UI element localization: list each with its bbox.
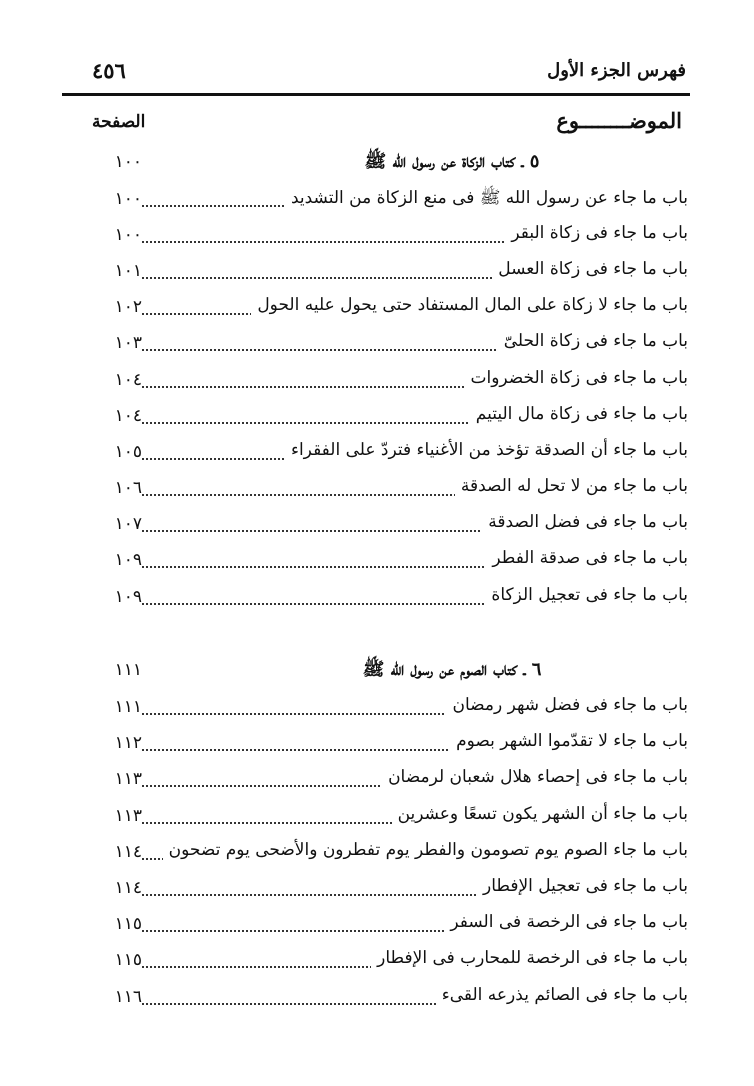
entry-text: باب ما جاء فى زكاة الحلىّ [498,331,688,351]
index-entry [0,874,754,908]
entry-text: باب ما جاء فى الرخصة للمحارب فى الإفطار [371,948,688,968]
index-entry [0,221,754,255]
entry-text: باب ما جاء فى زكاة البقر [505,223,688,243]
entry-page: ١١٣ [114,769,142,789]
entry-page: ١٠٠ [114,225,142,245]
entry-text: باب ما جاء فى فضل شهر رمضان [446,695,688,715]
index-entry [0,946,754,980]
entry-page: ١٠٤ [114,406,142,426]
entry-text: باب ما جاء فى إحصاء هلال شعبان لرمضان [382,767,688,787]
entry-page: ١٠٦ [114,478,142,498]
index-entry [0,802,754,836]
index-entry [0,910,754,944]
index-entry [0,729,754,763]
entry-page: ١٠٥ [114,442,142,462]
entry-text: باب ما جاء الصوم يوم تصومون والفطر يوم تفطرون والأضحى يوم تضحون [163,840,688,860]
entry-text: باب ما جاء عن رسول الله ﷺ فى منع الزكاة من التشديد [285,187,688,212]
entry-page: ١١٥ [114,950,142,970]
entry-page: ١١٥ [114,914,142,934]
index-entry [0,546,754,580]
entry-page: ١٠١ [114,261,142,281]
entry-text: باب ما جاء أن الصدقة تؤخذ من الأغنياء فتردّ على الفقراء [285,440,688,460]
entry-page: ١١٤ [114,842,142,862]
entry-text: باب ما جاء أن الشهر يكون تسعًا وعشرين [392,804,688,824]
chapter-page: ١١١ [114,660,142,680]
column-heading-subject: الموضــــــــوع [556,108,682,133]
entry-text: باب ما جاء فى الرخصة فى السفر [444,912,688,932]
entry-text: باب ما جاء فى زكاة مال اليتيم [470,404,688,424]
entry-text: باب ما جاء فى فضل الصدقة [482,512,688,532]
entry-text: باب ما جاء فى الصائم يذرعه القىء [436,985,688,1005]
entry-text: باب ما جاء فى تعجيل الزكاة [485,585,688,605]
entry-page: ١١٢ [114,733,142,753]
entry-page: ١٠٤ [114,370,142,390]
index-entry [0,838,754,872]
header-rule [62,93,690,96]
entry-page: ١٠٢ [114,297,142,317]
index-entry [0,510,754,544]
chapter-heading [0,656,754,690]
entry-page: ١٠٧ [114,514,142,534]
entry-page: ١٠٣ [114,333,142,353]
page-number: ٤٥٦ [92,58,126,83]
entry-page: ١٠٩ [114,587,142,607]
index-entry [0,693,754,727]
entry-page: ١٠٠ [114,189,142,209]
entry-page: ١١٤ [114,878,142,898]
chapter-page: ١٠٠ [114,152,142,172]
chapter-title: ٥ ـ كتاب الزكاة عن رسول الله ﷺ [364,151,540,172]
index-entry [0,329,754,363]
index-entry [0,402,754,436]
column-heading-page: الصفحة [92,112,146,132]
index-entry [0,366,754,400]
index-entry [0,983,754,1017]
index-entry [0,765,754,799]
entry-text: باب ما جاء لا تقدّموا الشهر بصوم [450,731,688,751]
index-entry [0,185,754,219]
entry-page: ١١٣ [114,806,142,826]
chapter-title: ٦ ـ كتاب الصوم عن رسول الله ﷺ [362,659,542,680]
entry-text: باب ما جاء فى زكاة الخضروات [464,368,688,388]
entry-text: باب ما جاء فى تعجيل الإفطار [477,876,688,896]
entry-page: ١١١ [114,697,142,717]
entry-page: ١٠٩ [114,550,142,570]
entry-text: باب ما جاء فى زكاة العسل [492,259,688,279]
index-entry [0,293,754,327]
index-entry [0,257,754,291]
entry-text: باب ما جاء لا زكاة على المال المستفاد حتى يحول عليه الحول [251,295,688,315]
running-header-title: فهرس الجزء الأول [547,60,686,81]
entry-page: ١١٦ [114,987,142,1007]
entry-text: باب ما جاء من لا تحل له الصدقة [455,476,688,496]
index-entry [0,474,754,508]
index-entry [0,438,754,472]
entry-text: باب ما جاء فى صدقة الفطر [486,548,688,568]
index-entry [0,583,754,617]
chapter-heading [0,148,754,182]
